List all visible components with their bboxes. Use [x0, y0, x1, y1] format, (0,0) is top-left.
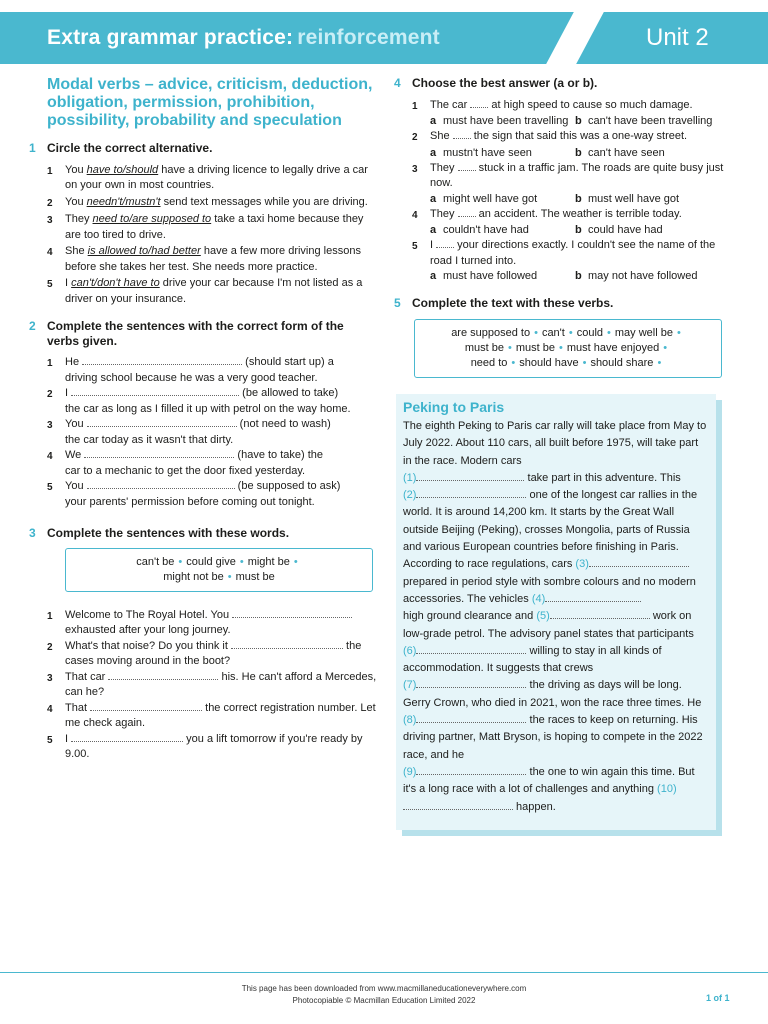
exercise-3-heading [29, 526, 377, 541]
choice-letter: a [430, 192, 437, 205]
bullet-separator: • [293, 555, 298, 568]
exercise-2-heading [29, 319, 377, 348]
underlined-alternatives: needn't/mustn't [86, 195, 161, 208]
reading-text-box [396, 394, 716, 830]
word-box-row [72, 570, 366, 585]
item-text: I your directions exactly. I couldn't see the name of the road I turned into. [430, 239, 716, 267]
exercise-item [412, 238, 724, 269]
exercise-4-heading [394, 76, 724, 91]
bullet-separator: • [568, 326, 573, 339]
choice-text: can't have been travelling [588, 115, 713, 127]
choice-a [430, 114, 575, 129]
word-option: can't be [136, 555, 175, 568]
answer-blank [90, 701, 202, 711]
section-title: Modal verbs – advice, criticism, deduction, obligation, permission, prohibition, possibility, probability and speculation [47, 76, 373, 129]
exercise-item [47, 386, 377, 417]
item-text: That the correct registration number. Let me check again. [65, 701, 376, 729]
item-number: 5 [47, 734, 53, 746]
item-text: We (have to take) the car to a mechanic to get the door fixed yesterday. [65, 449, 324, 477]
choice-b [575, 192, 720, 207]
choice-letter: b [575, 192, 582, 205]
answer-blank [71, 732, 183, 742]
word-option: must be [464, 341, 505, 354]
underlined-alternatives: have to/should [86, 163, 159, 176]
bullet-separator: • [534, 326, 538, 339]
word-option: must be [235, 570, 275, 583]
exercise-5-heading [394, 296, 724, 311]
bullet-separator: • [663, 341, 668, 354]
answer-choices [412, 192, 724, 207]
exercise-item [412, 98, 724, 115]
reading-paragraph-2: According to race regulations, cars (3) prepared in period style with sombre colours and no modern accessories. The vehicles (4) high ground clearance and (5) work on low-grade petrol. The advisory panel states that participants (6) willing to stay in all kinds of accommodation. It suggests that crews (7) the driving as days will be long. [403, 558, 696, 692]
header-title: Extra grammar practice: reinforcement [47, 26, 440, 49]
bullet-separator: • [676, 326, 681, 339]
word-option: might not be [163, 570, 224, 583]
footer-copyright: Photocopiable © Macmillan Education Limited 2022 [292, 996, 476, 1005]
word-option: should have [519, 356, 579, 369]
item-number: 1 [47, 358, 53, 369]
choice-text: may not have followed [588, 270, 698, 282]
exercise-3-word-box [65, 548, 373, 592]
word-option: can't [541, 326, 565, 339]
choice-a [430, 192, 575, 207]
choice-text: can't have seen [588, 146, 665, 159]
underlined-alternatives: is allowed to/had better [87, 245, 201, 257]
word-option: are supposed to [451, 326, 531, 339]
item-number: 1 [412, 100, 418, 112]
bullet-separator: • [239, 555, 244, 568]
exercise-item [47, 276, 377, 307]
answer-blank [231, 639, 343, 649]
answer-choices [412, 269, 724, 284]
item-number: 2 [47, 389, 53, 400]
bullet-separator: • [657, 356, 662, 369]
exercise-item [47, 639, 377, 670]
exercise-1-items [47, 163, 377, 308]
exercise-instruction: Circle the correct alternative. [47, 141, 213, 155]
bullet-separator: • [511, 356, 516, 369]
footer-divider [0, 972, 768, 973]
choice-text: couldn't have had [443, 224, 529, 236]
underlined-alternatives: need to/are supposed to [92, 213, 212, 225]
item-number: 4 [412, 209, 418, 221]
bullet-separator: • [607, 326, 611, 339]
item-text: I you a lift tomorrow if you're ready by 9.00. [65, 732, 363, 760]
right-column [394, 76, 724, 378]
item-text: That car his. He can't afford a Mercedes, can he? [65, 670, 377, 698]
choice-letter: b [575, 146, 582, 159]
choice-letter: a [430, 115, 437, 127]
answer-blank [82, 355, 242, 365]
item-number: 3 [47, 420, 53, 431]
header-title-accent: reinforcement [297, 26, 440, 49]
unit-label: Unit 2 [646, 24, 709, 51]
item-text: They stuck in a traffic jam. The roads are quite busy just now. [430, 161, 724, 189]
exercise-5-word-box [414, 319, 722, 378]
choice-b [575, 146, 720, 161]
exercise-item [47, 479, 377, 510]
exercise-item [47, 608, 377, 639]
item-text: He (should start up) a driving school because he was a very good teacher. [65, 356, 334, 384]
exercise-item [412, 129, 724, 146]
answer-blank [458, 207, 476, 217]
answer-choices [412, 223, 724, 238]
item-text: You (not need to wash) the car today as it wasn't that dirty. [65, 418, 331, 446]
footer-text [0, 983, 768, 1007]
word-option: may well be [614, 326, 673, 339]
answer-blank [108, 670, 218, 680]
item-text: Welcome to The Royal Hotel. You exhausted after your long journey. [65, 608, 377, 639]
exercise-instruction: Complete the sentences with the correct form of the verbs given. [47, 319, 344, 348]
item-number: 1 [47, 610, 53, 622]
choice-a [430, 146, 575, 161]
exercise-number: 3 [29, 526, 36, 540]
item-number: 5 [47, 482, 53, 493]
word-box-row [72, 555, 366, 570]
exercise-item [47, 244, 377, 275]
reading-paragraph-1: The eighth Peking to Paris car rally will take place from May to July 2022. About 110 cars, all built before 1975, will take part in the race. Modern cars (1) take part in this adventure. This (2) one of the longest car rallies in the world. It is around 14,200 km. It starts by the Great Wall outside Beijing (Peking), crosses Mongolia, parts of Russia and various European countries before finishing in Paris. [403, 420, 707, 554]
exercise-instruction: Complete the sentences with these words. [47, 526, 290, 540]
exercise-number: 2 [29, 319, 36, 333]
answer-blank [84, 448, 234, 458]
choice-letter: b [575, 270, 582, 282]
item-number: 1 [47, 165, 53, 177]
exercise-3-items [47, 608, 377, 763]
choice-letter: a [430, 146, 437, 159]
exercise-item [412, 161, 724, 192]
exercise-item [47, 417, 377, 448]
exercise-number: 4 [394, 76, 401, 90]
item-number: 5 [47, 279, 53, 290]
exercise-instruction: Complete the text with these verbs. [412, 296, 614, 310]
exercise-number: 1 [29, 141, 36, 155]
choice-letter: a [430, 270, 437, 282]
exercise-item [47, 212, 377, 243]
reading-title: Peking to Paris [403, 399, 505, 415]
choice-letter: b [575, 115, 582, 127]
item-number: 3 [412, 163, 418, 175]
item-text: She is allowed to/had better have a few more driving lessons before she takes her test. She needs more practice. [65, 245, 361, 273]
word-option: need to [470, 356, 508, 369]
answer-choices [412, 146, 724, 161]
item-text: She the sign that said this was a one-way street. [430, 130, 688, 142]
choice-text: must have been travelling [443, 115, 569, 127]
answer-blank [232, 608, 352, 618]
word-option: should share [590, 356, 654, 369]
choice-a [430, 269, 575, 284]
choice-b [575, 269, 720, 284]
exercise-item [47, 195, 377, 212]
item-number: 2 [47, 197, 53, 209]
choice-letter: b [575, 224, 582, 236]
item-text: What's that noise? Do you think it the cases moving around in the boot? [65, 639, 362, 667]
exercise-item [47, 670, 377, 701]
item-number: 5 [412, 241, 418, 252]
item-number: 2 [412, 132, 418, 143]
item-text: I can't/don't have to drive your car because I'm not listed as a driver on your insurance. [65, 277, 363, 305]
word-option: must be [515, 341, 556, 354]
bullet-separator: • [508, 341, 512, 354]
word-box-row [421, 341, 715, 356]
bullet-separator: • [178, 555, 183, 568]
word-option: must have enjoyed [566, 341, 660, 354]
item-text: The car at high speed to cause so much damage. [430, 98, 693, 111]
item-text: I (be allowed to take) the car as long as I filled it up with petrol on the way home. [65, 387, 351, 415]
item-number: 3 [47, 672, 53, 684]
choice-b [575, 223, 720, 238]
answer-choices [412, 114, 724, 129]
answer-blank [458, 161, 476, 171]
reading-paragraph-3: Gerry Crown, who died in 2021, won the race three times. He (8) the races to keep on returning. His driving partner, Matt Bryson, is hoping to compete in the 2022 race, and he (9) the one to win again this time. But it's a long race with a lot of challenges and anything (10) happen. [403, 696, 703, 813]
bullet-separator: • [582, 356, 587, 369]
underlined-alternatives: can't/don't have to [71, 277, 160, 289]
exercise-2-items [47, 355, 377, 510]
answer-blank [87, 417, 237, 427]
choice-text: must have followed [443, 270, 538, 282]
answer-blank [470, 98, 488, 108]
answer-blank [453, 129, 471, 139]
item-text: You needn't/mustn't send text messages while you are driving. [65, 195, 368, 208]
exercise-item [47, 701, 377, 732]
answer-blank [436, 238, 454, 248]
word-option: might be [247, 555, 290, 568]
item-text: You (be supposed to ask) your parents' permission before coming out tonight. [65, 480, 341, 508]
footer-download-note: This page has been downloaded from www.macmillaneducationeverywhere.com [241, 984, 527, 993]
exercise-instruction: Choose the best answer (a or b). [412, 76, 598, 90]
word-box-row [421, 326, 715, 341]
exercise-4-items [412, 98, 724, 285]
choice-text: might well have got [443, 192, 538, 205]
choice-a [430, 223, 575, 238]
item-number: 4 [47, 703, 53, 715]
exercise-item [47, 448, 377, 479]
item-number: 4 [47, 247, 53, 258]
choice-text: mustn't have seen [443, 146, 532, 159]
word-option: could give [186, 555, 236, 568]
choice-text: must well have got [588, 192, 680, 205]
bullet-separator: • [227, 570, 232, 583]
word-box-row [421, 356, 715, 371]
answer-blank [87, 479, 235, 489]
choice-text: could have had [588, 224, 663, 236]
left-column [29, 76, 377, 763]
exercise-number: 5 [394, 296, 401, 310]
item-number: 2 [47, 641, 53, 653]
exercise-item [47, 732, 377, 763]
choice-b [575, 114, 720, 129]
exercise-item [412, 207, 724, 224]
item-text: They need to/are supposed to take a taxi home because they are too tired to drive. [65, 213, 364, 241]
bullet-separator: • [559, 341, 563, 354]
item-text: They an accident. The weather is terrible today. [430, 207, 682, 220]
exercise-item [47, 163, 377, 194]
page-header [0, 0, 768, 64]
page-number: 1 of 1 [706, 993, 730, 1003]
choice-letter: a [430, 224, 437, 236]
item-number: 4 [47, 451, 53, 462]
exercise-item [47, 355, 377, 386]
word-option: could [576, 326, 603, 339]
exercise-1-heading [29, 141, 377, 156]
answer-blank [71, 386, 239, 396]
item-number: 3 [47, 215, 53, 226]
item-text: You have to/should have a driving licence to legally drive a car on your own in most countries. [65, 163, 368, 191]
